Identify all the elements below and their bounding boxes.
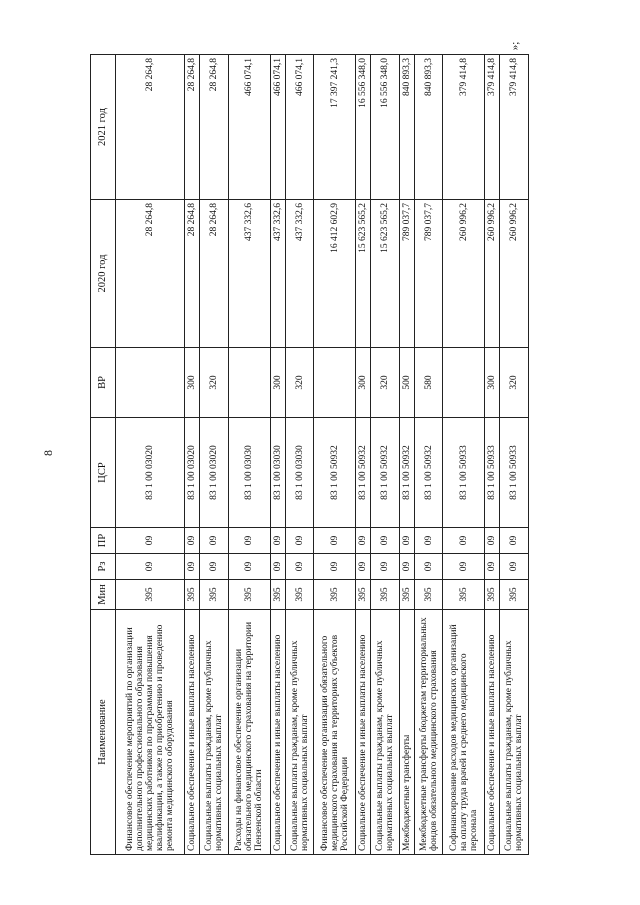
cell-y2021: 16 556 348,0: [371, 55, 400, 200]
cell-rz: 09: [200, 554, 229, 580]
cell-csr: 83 1 00 50933: [443, 418, 485, 528]
cell-min: 395: [185, 580, 200, 610]
cell-csr: 83 1 00 03030: [228, 418, 270, 528]
cell-y2021: 379 414,8: [443, 55, 485, 200]
cell-vr: 320: [500, 348, 529, 418]
cell-vr: 300: [185, 348, 200, 418]
cell-y2021: 466 074,1: [228, 55, 270, 200]
table-body: [116, 55, 529, 855]
cell-min: 395: [414, 580, 443, 610]
cell-csr: 83 1 00 50932: [399, 418, 414, 528]
cell-pr: 09: [270, 528, 285, 554]
cell-y2021: 28 264,8: [200, 55, 229, 200]
cell-vr: 500: [399, 348, 414, 418]
cell-name: Социальное обеспечение и иные выплаты населению: [356, 610, 371, 855]
cell-vr: 320: [285, 348, 314, 418]
cell-name: Социальные выплаты гражданам, кроме публичных нормативных социальных выплат: [285, 610, 314, 855]
cell-csr: 83 1 00 50932: [371, 418, 400, 528]
cell-y2021: 28 264,8: [185, 55, 200, 200]
table-row: [371, 55, 400, 855]
cell-pr: 09: [485, 528, 500, 554]
cell-y2020: 789 037,7: [414, 200, 443, 348]
header-name: Наименование: [91, 610, 116, 855]
cell-pr: 09: [399, 528, 414, 554]
cell-y2020: 260 996,2: [443, 200, 485, 348]
cell-vr: 320: [371, 348, 400, 418]
cell-pr: 09: [371, 528, 400, 554]
table-row: [228, 55, 270, 855]
cell-y2021: 840 893,3: [399, 55, 414, 200]
cell-min: 395: [443, 580, 485, 610]
cell-name: Социальные выплаты гражданам, кроме публичных нормативных социальных выплат: [500, 610, 529, 855]
cell-y2020: 15 623 565,2: [371, 200, 400, 348]
cell-y2021: 379 414,8: [500, 55, 529, 200]
cell-vr: 580: [414, 348, 443, 418]
cell-pr: 09: [443, 528, 485, 554]
cell-pr: 09: [185, 528, 200, 554]
table-row: [443, 55, 485, 855]
cell-y2020: 789 037,7: [399, 200, 414, 348]
cell-rz: 09: [443, 554, 485, 580]
cell-pr: 09: [200, 528, 229, 554]
cell-min: 395: [270, 580, 285, 610]
cell-csr: 83 1 00 50932: [356, 418, 371, 528]
cell-name: Социальное обеспечение и иные выплаты населению: [185, 610, 200, 855]
cell-rz: 09: [371, 554, 400, 580]
table-row: [399, 55, 414, 855]
cell-y2020: 16 412 602,9: [314, 200, 356, 348]
header-min: Мин: [91, 580, 116, 610]
cell-pr: 09: [285, 528, 314, 554]
cell-rz: 09: [228, 554, 270, 580]
cell-rz: 09: [485, 554, 500, 580]
cell-y2021: 17 397 241,3: [314, 55, 356, 200]
cell-y2020: 260 996,2: [500, 200, 529, 348]
cell-y2021: 466 074,1: [285, 55, 314, 200]
cell-name: Софинансирование расходов медицинских организаций на оплату труда врачей и среднего медицинского персонала: [443, 610, 485, 855]
cell-vr: [116, 348, 185, 418]
cell-min: 395: [200, 580, 229, 610]
cell-name: Межбюджетные трансферты: [399, 610, 414, 855]
cell-csr: 83 1 00 50933: [485, 418, 500, 528]
cell-pr: 09: [228, 528, 270, 554]
closing-quote-mark: »;: [509, 41, 521, 51]
rotated-page-content: [90, 55, 529, 855]
cell-csr: 83 1 00 50933: [500, 418, 529, 528]
cell-name: Финансовое обеспечение мероприятий по организации дополнительного профессионального образования медицинских работников по программам повышения квалификации, а также по приобретению и проведению ремонта медицинского оборудования: [116, 610, 185, 855]
cell-pr: 09: [314, 528, 356, 554]
cell-vr: 300: [270, 348, 285, 418]
header-2020: 2020 год: [91, 200, 116, 348]
table-row: [270, 55, 285, 855]
table-row: [285, 55, 314, 855]
cell-y2020: 15 623 565,2: [356, 200, 371, 348]
cell-csr: 83 1 00 03020: [116, 418, 185, 528]
cell-y2020: 28 264,8: [200, 200, 229, 348]
cell-name: Расходы на финансовое обеспечение организации обязательного медицинского страхования на территории Пензенской области: [228, 610, 270, 855]
cell-rz: 09: [185, 554, 200, 580]
header-vr: ВР: [91, 348, 116, 418]
cell-csr: 83 1 00 03030: [270, 418, 285, 528]
cell-rz: 09: [116, 554, 185, 580]
cell-pr: 09: [356, 528, 371, 554]
table-header-row: [91, 55, 116, 855]
cell-min: 395: [399, 580, 414, 610]
cell-vr: 320: [200, 348, 229, 418]
table-row: [500, 55, 529, 855]
cell-name: Социальные выплаты гражданам, кроме публичных нормативных социальных выплат: [371, 610, 400, 855]
page-number: 8: [41, 450, 55, 456]
cell-pr: 09: [414, 528, 443, 554]
table-row: [116, 55, 185, 855]
cell-name: Социальное обеспечение и иные выплаты населению: [270, 610, 285, 855]
cell-pr: 09: [116, 528, 185, 554]
cell-y2020: 260 996,2: [485, 200, 500, 348]
cell-y2020: 28 264,8: [116, 200, 185, 348]
table-row: [485, 55, 500, 855]
cell-y2021: 466 074,1: [270, 55, 285, 200]
cell-min: 395: [228, 580, 270, 610]
cell-rz: 09: [414, 554, 443, 580]
cell-csr: 83 1 00 03030: [285, 418, 314, 528]
cell-rz: 09: [285, 554, 314, 580]
table-row: [314, 55, 356, 855]
table-row: [200, 55, 229, 855]
cell-rz: 09: [500, 554, 529, 580]
table-row: [414, 55, 443, 855]
cell-pr: 09: [500, 528, 529, 554]
cell-vr: [228, 348, 270, 418]
cell-min: 395: [356, 580, 371, 610]
cell-name: Социальное обеспечение и иные выплаты населению: [485, 610, 500, 855]
cell-min: 395: [371, 580, 400, 610]
cell-name: Межбюджетные трансферты бюджетам территориальных фондов обязательного медицинского страхования: [414, 610, 443, 855]
cell-vr: 300: [356, 348, 371, 418]
cell-y2020: 437 332,6: [228, 200, 270, 348]
cell-min: 395: [314, 580, 356, 610]
cell-name: Социальные выплаты гражданам, кроме публичных нормативных социальных выплат: [200, 610, 229, 855]
cell-csr: 83 1 00 50932: [314, 418, 356, 528]
cell-rz: 09: [399, 554, 414, 580]
cell-y2021: 16 556 348,0: [356, 55, 371, 200]
cell-csr: 83 1 00 50932: [414, 418, 443, 528]
cell-vr: 300: [485, 348, 500, 418]
cell-vr: [443, 348, 485, 418]
cell-rz: 09: [270, 554, 285, 580]
header-csr: ЦСР: [91, 418, 116, 528]
cell-y2021: 840 893,3: [414, 55, 443, 200]
cell-y2021: 379 414,8: [485, 55, 500, 200]
table-row: [185, 55, 200, 855]
cell-y2021: 28 264,8: [116, 55, 185, 200]
cell-name: Финансовое обеспечение организации обязательного медицинского страхования на территориях субъектов Российской Федерации: [314, 610, 356, 855]
header-2021: 2021 год: [91, 55, 116, 200]
header-pr: ПР: [91, 528, 116, 554]
table-row: [356, 55, 371, 855]
cell-min: 395: [500, 580, 529, 610]
cell-rz: 09: [314, 554, 356, 580]
cell-y2020: 437 332,6: [285, 200, 314, 348]
cell-rz: 09: [356, 554, 371, 580]
cell-min: 395: [285, 580, 314, 610]
header-rz: Рз: [91, 554, 116, 580]
budget-table: [90, 54, 529, 855]
cell-y2020: 28 264,8: [185, 200, 200, 348]
cell-vr: [314, 348, 356, 418]
cell-min: 395: [485, 580, 500, 610]
cell-min: 395: [116, 580, 185, 610]
cell-csr: 83 1 00 03020: [200, 418, 229, 528]
cell-y2020: 437 332,6: [270, 200, 285, 348]
cell-csr: 83 1 00 03020: [185, 418, 200, 528]
